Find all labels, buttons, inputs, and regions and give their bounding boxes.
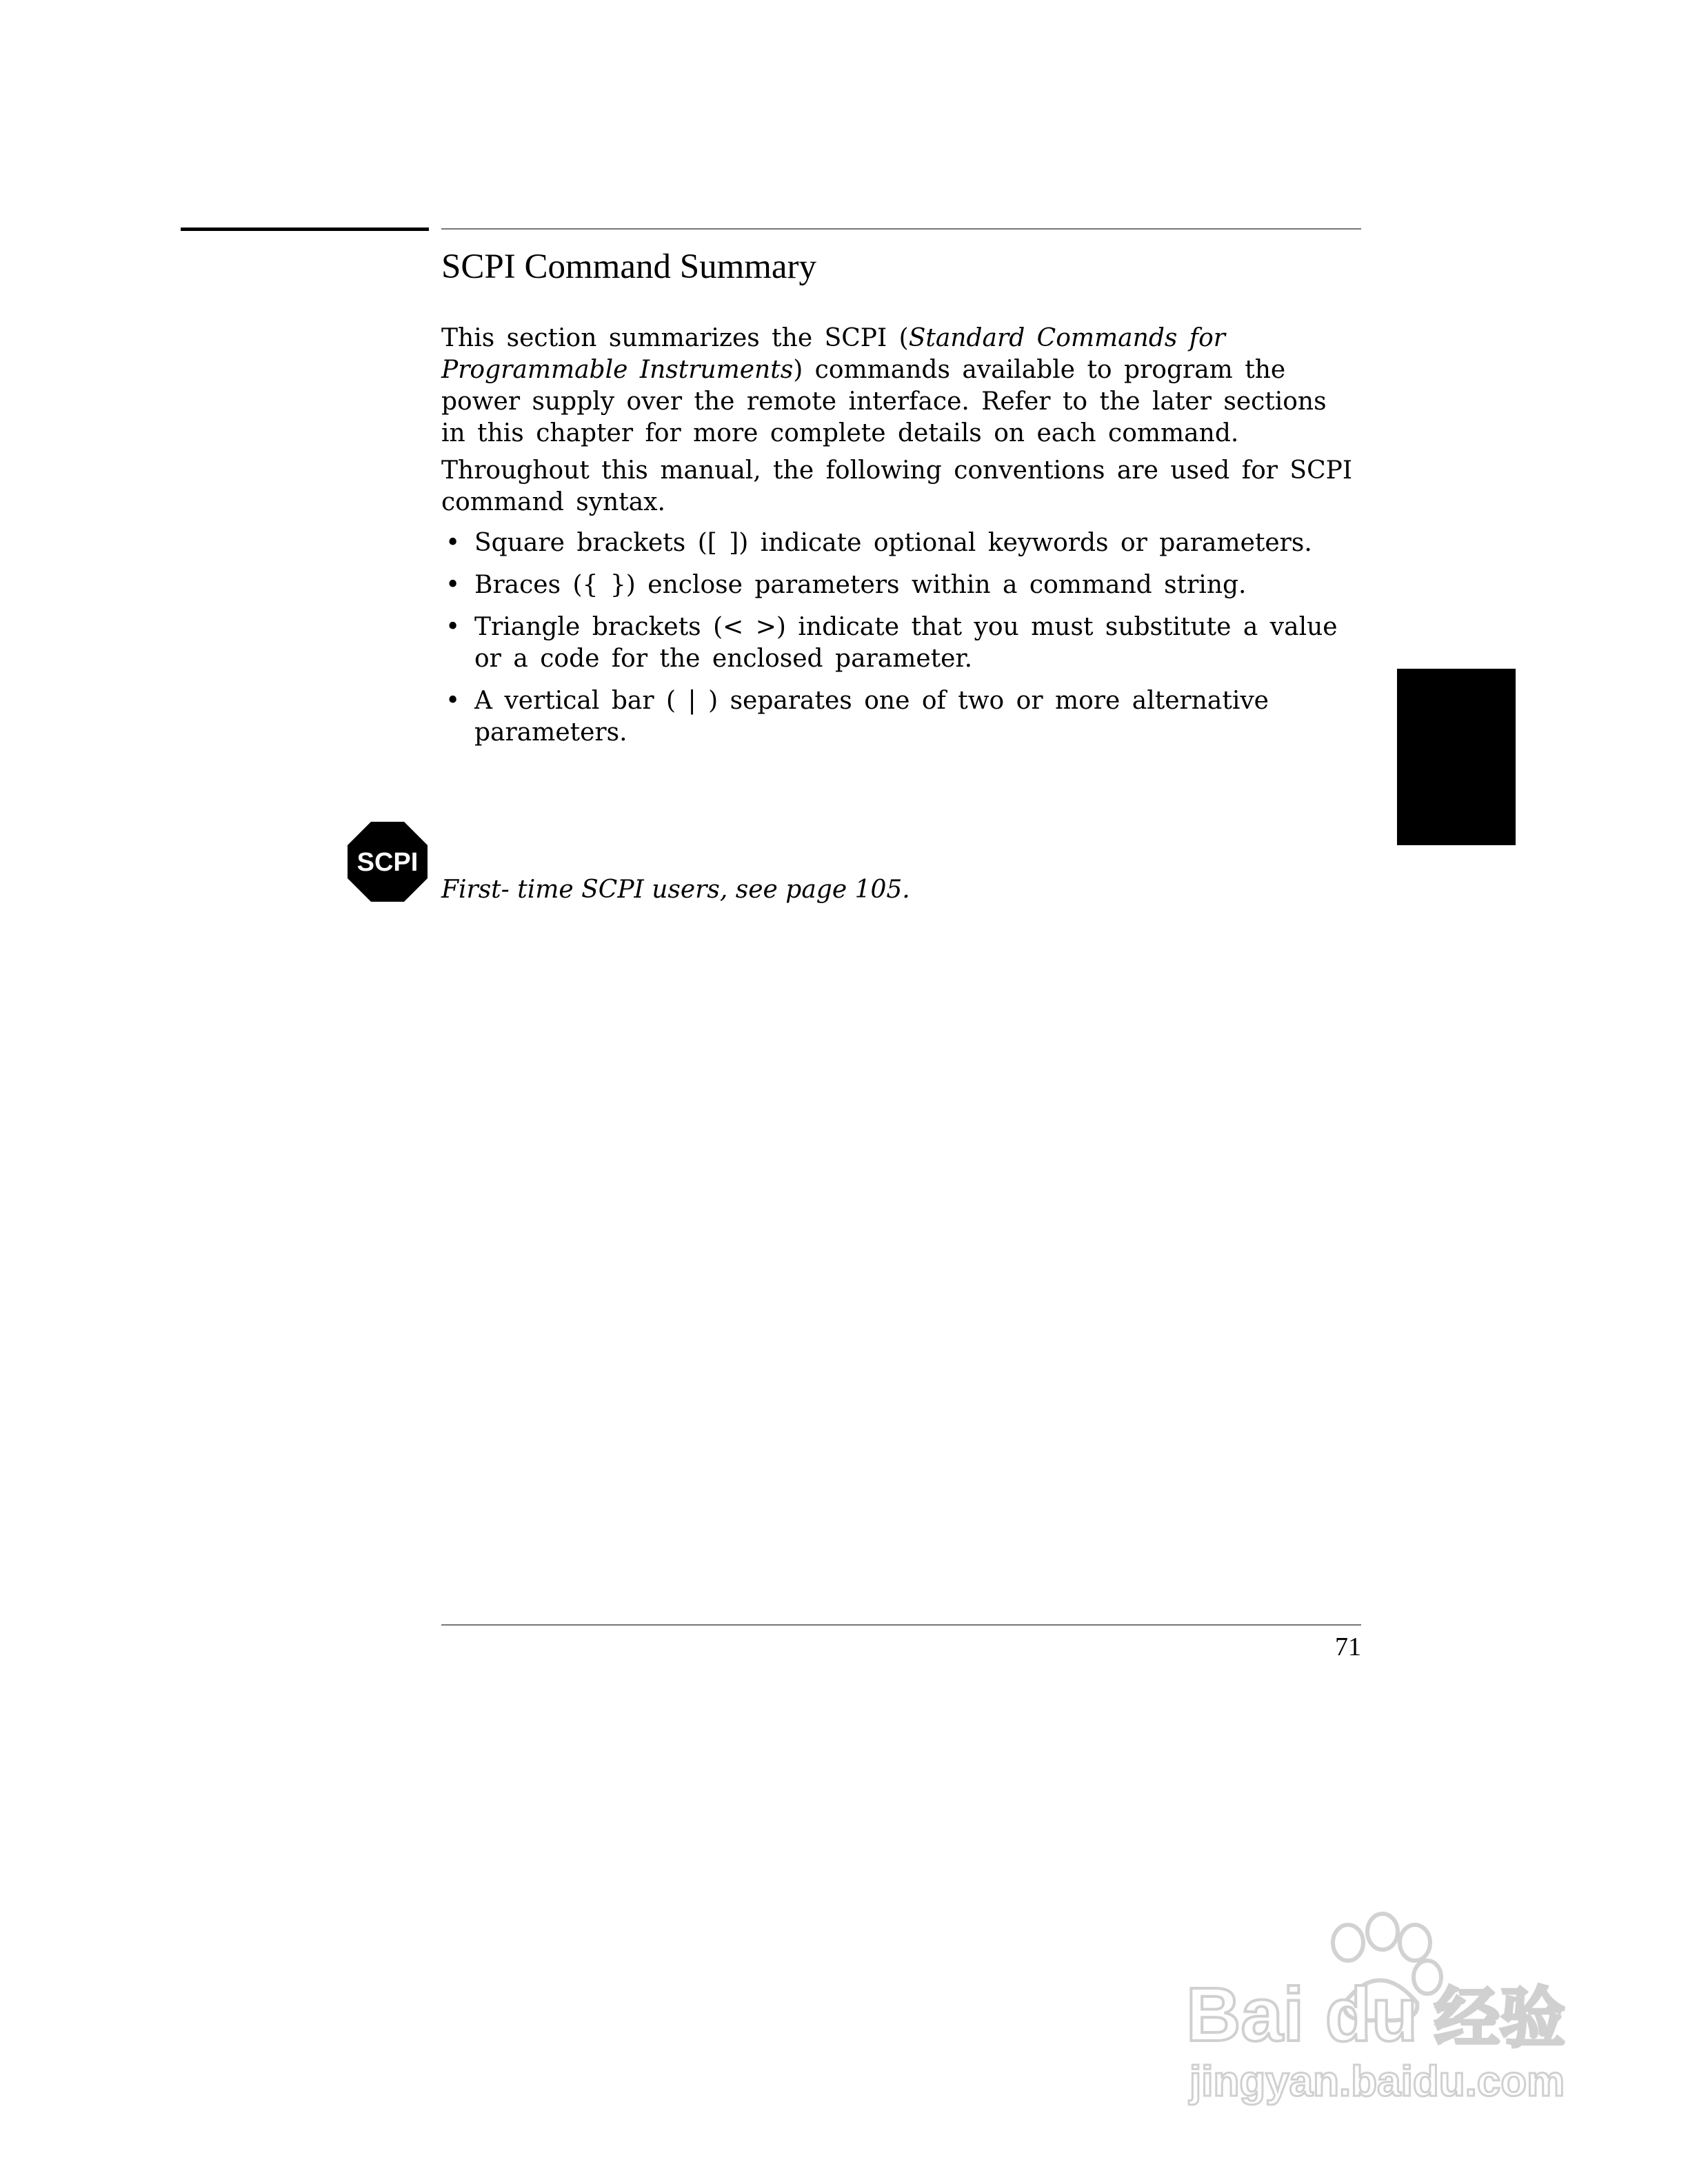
intro-text-italic: Standard Commands for Programmable Instruments [441, 324, 1225, 384]
watermark-url: jingyan.baidu.com [1189, 2058, 1565, 2105]
scpi-icon-label: SCPI [356, 848, 419, 877]
list-item-text: Braces ({ }) enclose parameters within a command string. [474, 571, 1247, 599]
list-item-text: A vertical bar ( | ) separates one of two or more alternative parameters. [474, 687, 1269, 747]
chapter-tab-marker [1397, 669, 1516, 845]
list-item [441, 527, 1358, 559]
list-item [441, 569, 1358, 601]
bullet-icon: • [445, 529, 461, 557]
watermark-brand: Bai du [1186, 1972, 1418, 2057]
list-item-text: Triangle brackets (< >) indicate that you must substitute a value or a code for the enclosed parameter. [474, 613, 1338, 673]
list-item [441, 611, 1358, 675]
header-rule-thick [181, 228, 429, 231]
intro-text-start: This section summarizes the SCPI ( [441, 324, 909, 352]
bullet-icon: • [445, 571, 461, 599]
watermark-brand-cn: 经验 [1434, 1981, 1566, 2056]
intro-paragraph [441, 323, 1358, 449]
scpi-octagon-icon [348, 822, 428, 902]
first-time-note: First- time SCPI users, see page 105. [441, 876, 910, 904]
baidu-watermark [1172, 1903, 1586, 2110]
conventions-list [441, 527, 1358, 759]
bullet-icon: • [445, 687, 461, 715]
list-item-text: Square brackets ([ ]) indicate optional keywords or parameters. [474, 529, 1312, 557]
section-title: SCPI Command Summary [441, 247, 817, 286]
footer-rule [441, 1624, 1361, 1626]
page-number: 71 [1335, 1632, 1361, 1661]
conventions-paragraph: Throughout this manual, the following conventions are used for SCPI command syntax. [441, 456, 1353, 516]
bullet-icon: • [445, 613, 461, 641]
list-item [441, 685, 1358, 749]
intro-text-end: ) commands available to program the power supply over the remote interface. Refer to the later sections in this chapter for more complete details on each command. [441, 356, 1327, 447]
header-rule-thin [441, 228, 1361, 230]
